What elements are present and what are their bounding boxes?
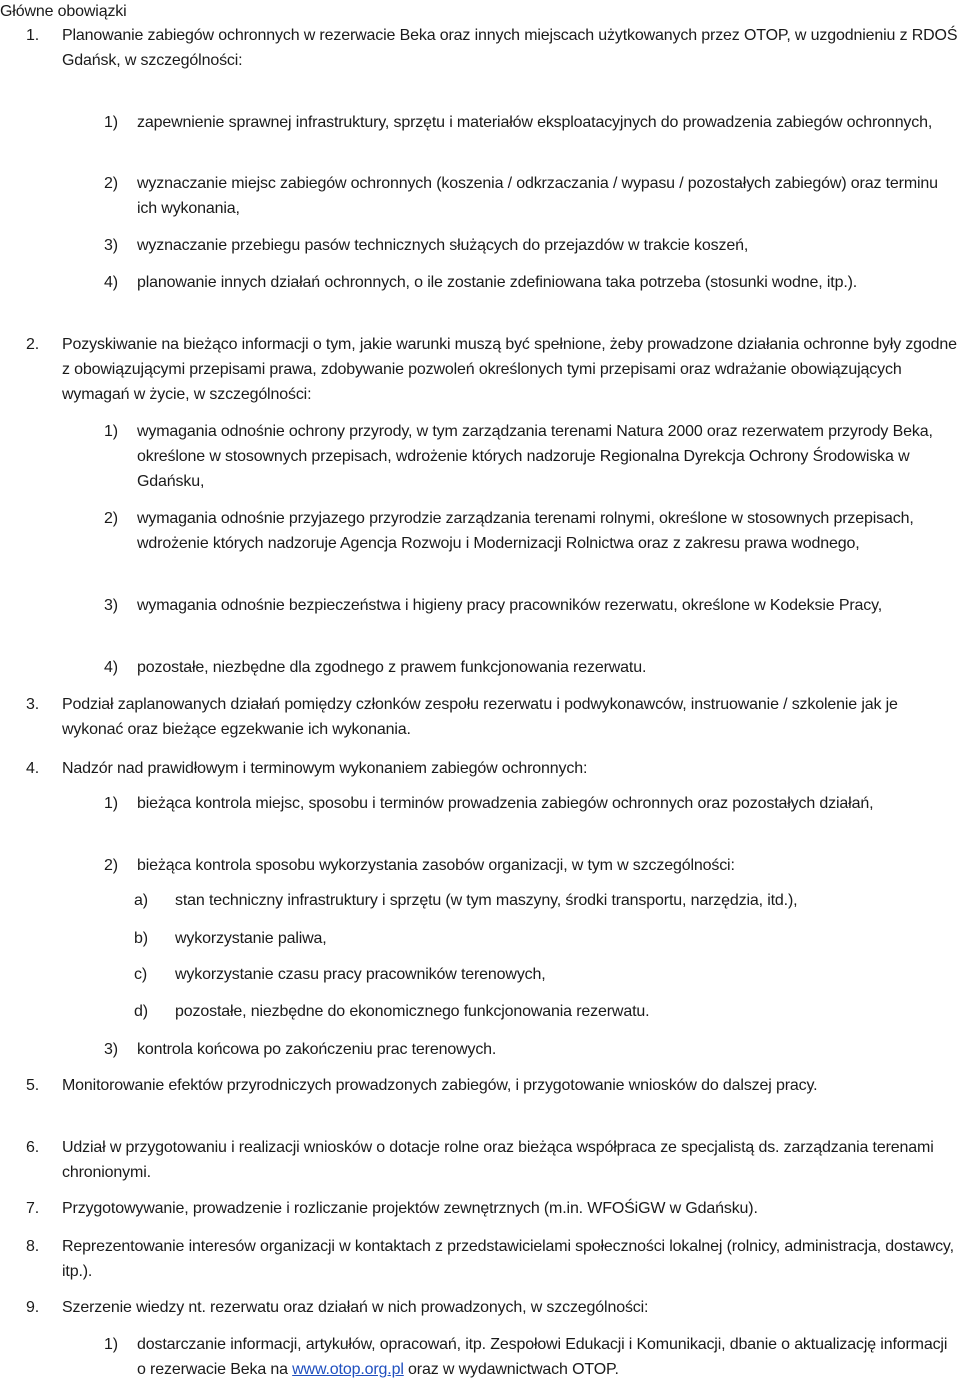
list-marker: 4) [104, 659, 118, 676]
list-item-i4-3 [104, 1037, 960, 1062]
list-item-i1 [26, 23, 960, 73]
list-item-text: wymagania odnośnie przyjazego przyrodzie zarządzania terenami rolnymi, określone w stosownych przepisach, wdrożenie których nadzoruje Agencja Rozwoju i Modernizacji Rolnictwa oraz z zakresu prawa wodnego, [137, 510, 914, 552]
list-item-text: Szerzenie wiedzy nt. rezerwatu oraz działań w nich prowadzonych, w szczególności: [62, 1299, 649, 1316]
list-item-i1-1 [104, 110, 960, 135]
list-marker: 3) [104, 597, 118, 614]
list-item-i6 [26, 1135, 960, 1185]
list-item-i3 [26, 692, 960, 742]
list-marker: 1. [26, 27, 40, 44]
list-marker: c) [134, 966, 148, 983]
list-item-text: Pozyskiwanie na bieżąco informacji o tym, jakie warunki muszą być spełnione, żeby prowadzone działania ochronne były zgodne z obowiązującymi przepisami prawa, zdobywanie pozwoleń określonych tymi przepisami oraz wdrażanie obowiązujących wymagań w życie, w szczególności: [62, 336, 957, 403]
list-item-text: wykorzystanie czasu pracy pracowników terenowych, [175, 966, 546, 983]
list-item-text: bieżąca kontrola miejsc, sposobu i terminów prowadzenia zabiegów ochronnych oraz pozostałych działań, [137, 795, 874, 812]
list-item-text: zapewnienie sprawnej infrastruktury, sprzętu i materiałów eksploatacyjnych do prowadzenia zabiegów ochronnych, [137, 114, 933, 131]
list-marker: 7. [26, 1200, 40, 1217]
list-item-text: wyznaczanie miejsc zabiegów ochronnych (koszenia / odkrzaczania / wypasu / pozostałych zabiegów) oraz terminu ich wykonania, [137, 175, 938, 217]
list-marker: 9. [26, 1299, 40, 1316]
list-item-text: planowanie innych działań ochronnych, o ile zostanie zdefiniowana taka potrzeba (stosunki wodne, itp.). [137, 274, 858, 291]
list-item-text: wyznaczanie przebiegu pasów technicznych służących do przejazdów w trakcie koszeń, [137, 237, 749, 254]
otop-website-link[interactable]: www.otop.org.pl [292, 1361, 404, 1378]
list-item-i2-4 [104, 655, 960, 680]
list-marker: 4. [26, 760, 40, 777]
list-item-i4-1 [104, 791, 960, 816]
list-item-text: stan techniczny infrastruktury i sprzętu (w tym maszyny, środki transportu, narzędzia, itd.), [175, 892, 798, 909]
list-item-i4-2 [104, 853, 960, 878]
list-item-text: wymagania odnośnie ochrony przyrody, w tym zarządzania terenami Natura 2000 oraz rezerwatem przyrody Beka, określone w stosownych przepisach, wdrożenie których nadzoruje Regionalna Dyrekcja Ochrony Środowiska w Gdańsku, [137, 423, 933, 490]
text-segment: dostarczanie informacji, artykułów, opracowań, itp. Zespołowi Edukacji i Komunikacji, dbanie o aktualizację informacji o rezerwacie Beka na [137, 1336, 948, 1378]
list-item-i9 [26, 1295, 960, 1320]
list-marker: a) [134, 892, 148, 909]
list-item-i9-1 [104, 1332, 960, 1382]
list-item-text: pozostałe, niezbędne dla zgodnego z prawem funkcjonowania rezerwatu. [137, 659, 647, 676]
list-item-text: Monitorowanie efektów przyrodniczych prowadzonych zabiegów, i przygotowanie wniosków do dalszej pracy. [62, 1077, 818, 1094]
list-item-text: Przygotowywanie, prowadzenie i rozliczanie projektów zewnętrznych (m.in. WFOŚiGW w Gdańsku). [62, 1200, 758, 1217]
list-item-text: bieżąca kontrola sposobu wykorzystania zasobów organizacji, w tym w szczególności: [137, 857, 735, 874]
list-item-text: wymagania odnośnie bezpieczeństwa i higieny pracy pracowników rezerwatu, określone w Kodeksie Pracy, [137, 597, 883, 614]
list-marker: 6. [26, 1139, 40, 1156]
list-marker: 3. [26, 696, 40, 713]
list-marker: 3) [104, 1041, 118, 1058]
list-item-i4-2c [134, 962, 960, 987]
list-item-i4 [26, 756, 960, 781]
list-marker: d) [134, 1003, 148, 1020]
list-item-text: wykorzystanie paliwa, [175, 930, 327, 947]
list-item-i5 [26, 1073, 960, 1098]
list-item-i1-2 [104, 171, 960, 221]
list-item-text: kontrola końcowa po zakończeniu prac terenowych. [137, 1041, 497, 1058]
list-marker: 1) [104, 795, 118, 812]
list-marker: 1) [104, 114, 118, 131]
list-item-text: Udział w przygotowaniu i realizacji wniosków o dotacje rolne oraz bieżąca współpraca ze specjalistą ds. zarządzania terenami chronionymi. [62, 1139, 934, 1181]
list-item-i4-2d [134, 999, 960, 1024]
list-marker: 5. [26, 1077, 40, 1094]
text-segment: oraz w wydawnictwach OTOP. [403, 1361, 619, 1378]
list-item-text: Reprezentowanie interesów organizacji w kontaktach z przedstawicielami społeczności lokalnej (rolnicy, administracja, dostawcy, itp.). [62, 1238, 954, 1280]
list-marker: 2. [26, 336, 40, 353]
list-item-i4-2b [134, 926, 960, 951]
list-item-i1-3 [104, 233, 960, 258]
list-item-i4-2a [134, 888, 960, 913]
list-marker: 2) [104, 510, 118, 527]
list-item-text: pozostałe, niezbędne do ekonomicznego funkcjonowania rezerwatu. [175, 1003, 650, 1020]
list-item-i2-2 [104, 506, 960, 556]
section-heading: Główne obowiązki [0, 3, 127, 20]
list-marker: 8. [26, 1238, 40, 1255]
list-item-text [137, 1332, 960, 1382]
list-item-i1-4 [104, 270, 960, 295]
list-item-i8 [26, 1234, 960, 1284]
list-marker: 4) [104, 274, 118, 291]
list-marker: 2) [104, 857, 118, 874]
list-item-i2-1 [104, 419, 960, 494]
list-item-text: Planowanie zabiegów ochronnych w rezerwacie Beka oraz innych miejscach użytkowanych przez OTOP, w uzgodnieniu z RDOŚ Gdańsk, w szczególności: [62, 27, 958, 69]
list-marker: 1) [104, 423, 118, 440]
list-item-i7 [26, 1196, 960, 1221]
list-marker: 2) [104, 175, 118, 192]
list-marker: b) [134, 930, 148, 947]
list-item-text: Nadzór nad prawidłowym i terminowym wykonaniem zabiegów ochronnych: [62, 760, 588, 777]
list-marker: 3) [104, 237, 118, 254]
list-item-i2-3 [104, 593, 960, 618]
list-marker: 1) [104, 1336, 118, 1353]
list-item-i2 [26, 332, 960, 407]
list-item-text: Podział zaplanowanych działań pomiędzy członków zespołu rezerwatu i podwykonawców, instruowanie / szkolenie jak je wykonać oraz bieżące egzekwanie ich wykonania. [62, 696, 898, 738]
